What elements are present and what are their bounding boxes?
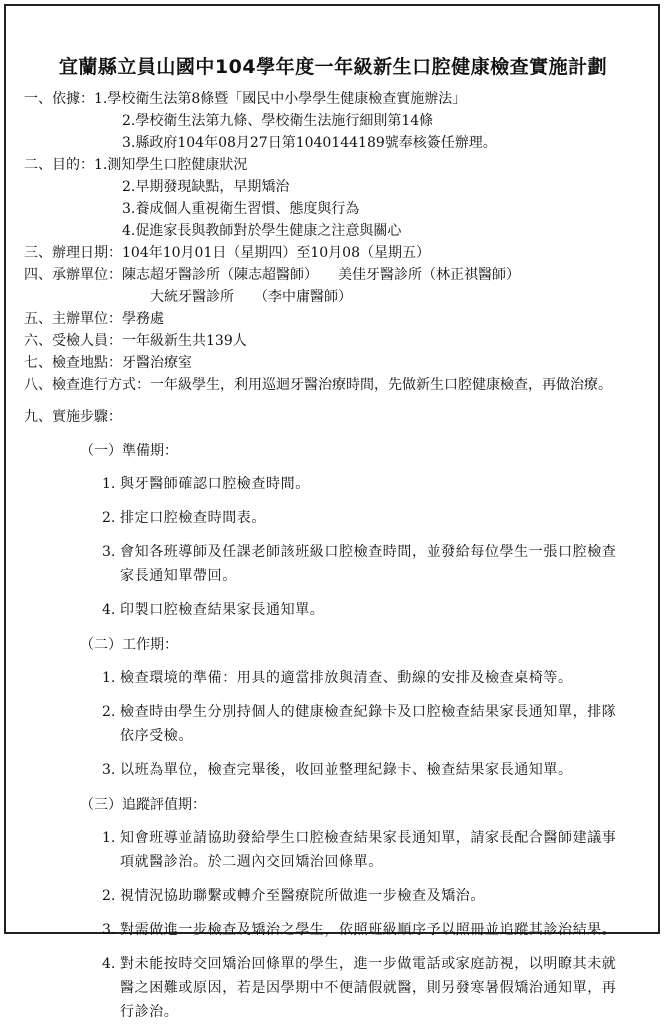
step-item [102, 918, 624, 942]
section-label: 五、主辦單位： [24, 311, 122, 327]
basis-item: 1.學校衛生法第8條暨「國民中小學學生健康檢查實施辦法」 [94, 91, 467, 107]
objective-row [24, 176, 624, 198]
section-label: 三、辦理日期： [24, 245, 122, 261]
step-item [102, 506, 624, 530]
objective-item: 3.養成個人重視衛生習慣、態度與行為 [122, 201, 360, 217]
step-text: 檢查環境的準備：用具的適當排放與清查、動線的安排及檢查桌椅等。 [120, 670, 573, 686]
section-objectives [24, 154, 624, 176]
section-label: 四、承辦單位： [24, 267, 122, 283]
hosts-line [150, 286, 352, 308]
section-label: 八、檢查進行方式： [24, 377, 150, 393]
objective-item: 1.測知學生口腔健康狀況 [94, 157, 248, 173]
section-organizer [24, 308, 624, 330]
step-number: 3. [102, 544, 116, 560]
date-value: 104年10月01日（星期四）至10月08（星期五） [122, 245, 430, 261]
document-title: 宜蘭縣立員山國中104學年度一年級新生口腔健康檢查實施計劃 [58, 56, 608, 78]
organizer-value: 學務處 [122, 311, 164, 327]
step-item [102, 700, 624, 748]
step-text: 排定口腔檢查時間表。 [120, 510, 266, 526]
section-label: 七、檢查地點： [24, 355, 122, 371]
step-number: 2. [102, 888, 116, 904]
step-number: 4. [102, 602, 116, 618]
location-value: 牙醫治療室 [122, 355, 192, 371]
section-basis [24, 88, 624, 110]
basis-item: 3.縣政府104年08月27日第1040144189號奉核簽任辦理。 [122, 135, 497, 151]
section-label: 九、實施步驟： [24, 409, 122, 425]
section-location [24, 352, 624, 374]
phase-label: （一）準備期： [80, 443, 178, 459]
step-number: 3. [102, 922, 116, 938]
step-item [102, 598, 624, 622]
step-text: 檢查時由學生分別持個人的健康檢查紀錄卡及口腔檢查結果家長通知單，排隊依序受檢。 [120, 704, 617, 744]
host-clinic: 陳志超牙醫診所（陳志超醫師） [122, 267, 318, 283]
section-date [24, 242, 624, 264]
objective-item: 4.促進家長與教師對於學生健康之注意與關心 [122, 223, 402, 239]
step-number: 3. [102, 762, 116, 778]
step-text: 知會班導並請協助發給學生口腔檢查結果家長通知單，請家長配合醫師建議事項就醫診治。於二週內交回矯治回條單。 [120, 830, 617, 870]
section-examinees [24, 330, 624, 352]
step-number: 2. [102, 704, 116, 720]
document-body [24, 88, 624, 1024]
objective-item: 2.早期發現缺點，早期矯治 [122, 179, 290, 195]
step-number: 4. [102, 956, 116, 972]
section-method [24, 374, 624, 396]
step-item [102, 666, 624, 690]
method-value: 一年級學生，利用巡迴牙醫治療時間，先做新生口腔健康檢查，再做治療。 [150, 377, 612, 393]
section-hosts [24, 264, 624, 286]
step-number: 1. [102, 476, 116, 492]
step-item [102, 472, 624, 496]
step-number: 1. [102, 830, 116, 846]
basis-item: 2.學校衛生法第九條、學校衛生法施行細則第14條 [122, 113, 434, 129]
objective-row [24, 220, 624, 242]
step-text: 視情況協助聯繫或轉介至醫療院所做進一步檢查及矯治。 [120, 888, 485, 904]
step-item [102, 758, 624, 782]
objective-row [24, 198, 624, 220]
step-item [102, 952, 624, 1024]
step-item [102, 540, 624, 588]
hosts-line [122, 264, 520, 286]
section-label: 二、目的： [24, 157, 94, 173]
step-number: 1. [102, 670, 116, 686]
step-text: 以班為單位，檢查完畢後，收回並整理紀錄卡、檢查結果家長通知單。 [120, 762, 573, 778]
step-number: 2. [102, 510, 116, 526]
section-steps [24, 406, 624, 428]
step-text: 會知各班導師及任課老師該班級口腔檢查時間，並發給每位學生一張口腔檢查家長通知單帶回。 [120, 544, 617, 584]
phase-label: （三）追蹤評值期： [80, 797, 206, 813]
step-text: 與牙醫師確認口腔檢查時間。 [120, 476, 310, 492]
step-item [102, 826, 624, 874]
host-clinic: 大統牙醫診所 [150, 289, 234, 305]
basis-item-row [24, 110, 624, 132]
step-text: 對未能按時交回矯治回條單的學生，進一步做電話或家庭訪視，以明瞭其未就醫之困難或原因，若是因學期中不便請假就醫，則另發寒暑假矯治通知單，再行診治。 [120, 956, 617, 1020]
phase-label: （二）工作期： [80, 637, 178, 653]
section-label: 六、受檢人員： [24, 333, 122, 349]
hosts-line-2 [24, 286, 624, 308]
examinees-value: 一年級新生共139人 [122, 333, 247, 349]
step-item [102, 884, 624, 908]
section-label: 一、依據： [24, 91, 94, 107]
step-text: 對需做進一步檢查及矯治之學生，依照班級順序予以照冊並追蹤其診治結果。 [120, 922, 617, 938]
host-doctor: （李中庸醫師） [254, 289, 352, 305]
step-text: 印製口腔檢查結果家長通知單。 [120, 602, 325, 618]
basis-item-row [24, 132, 624, 154]
host-clinic: 美佳牙醫診所（林正祺醫師） [338, 267, 520, 283]
